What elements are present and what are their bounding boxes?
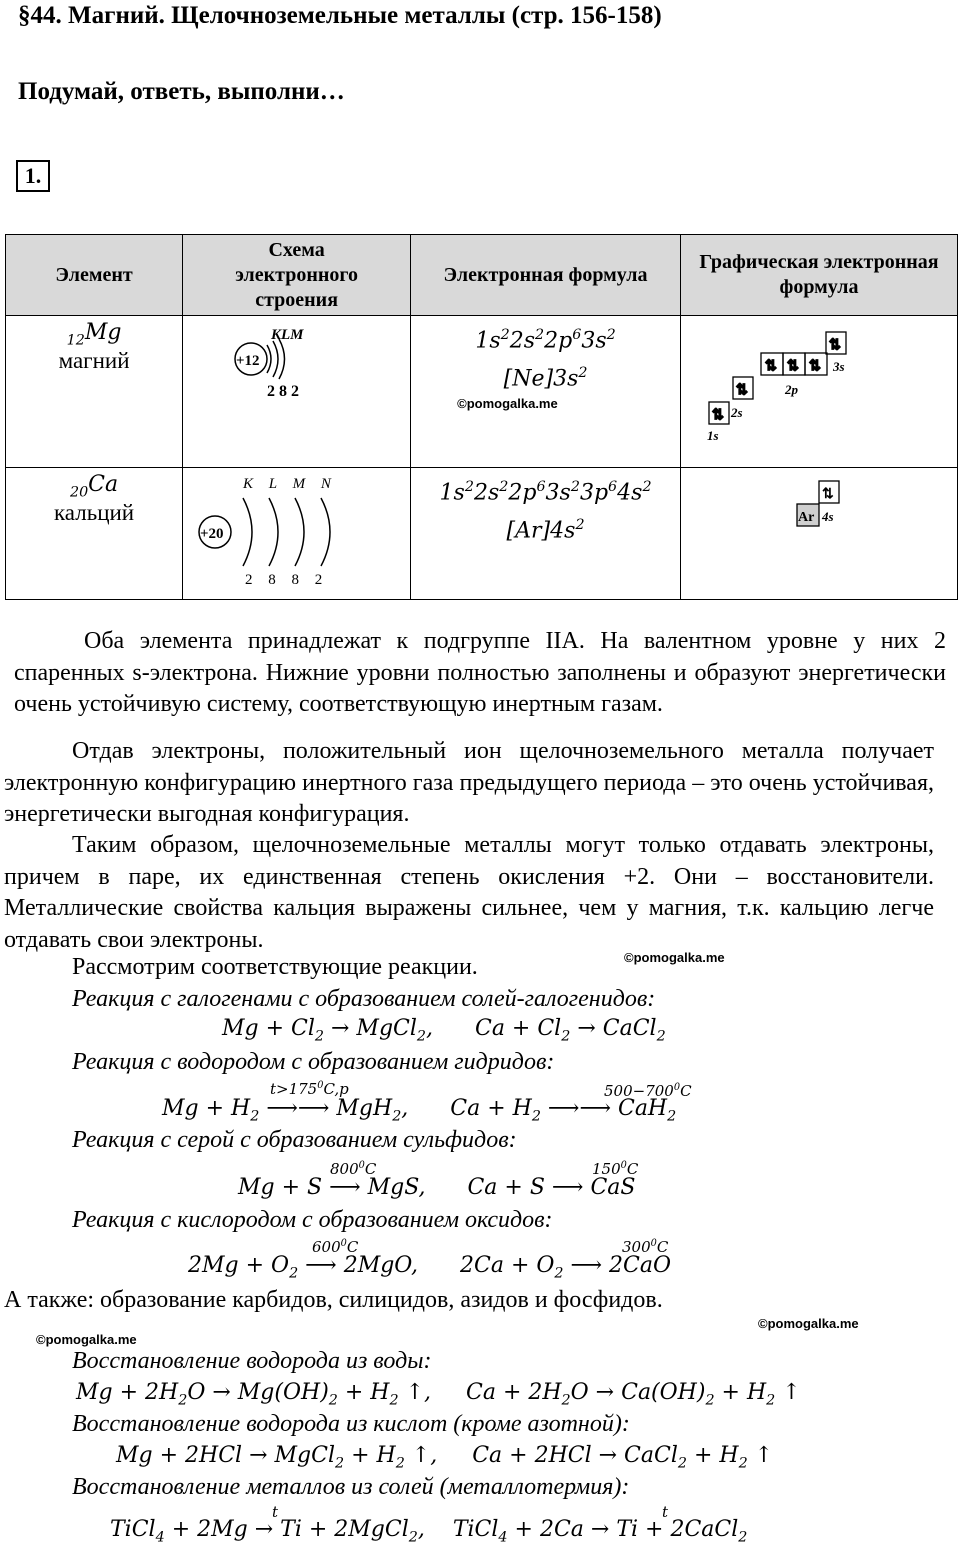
svg-text:⇅: ⇅ [808,359,821,374]
paragraph-2: Отдав электроны, положительный ион щелочноземельного металла получает электронную конфигурацию инертного газа предыдущего периода – это очень устойчивая, энергетически выгодная конфигурация. [4,738,934,827]
eq-water: $Mg + 2H_2O \to Mg(OH)_2 + H_2$ ↑, $Ca + 2H_2O \to Ca(OH)_2 + H_2$ ↑ [76,1380,801,1409]
ca-shell-diagram [183,468,410,593]
mg-shell-diagram [183,316,410,461]
svg-text:⇅: ⇅ [764,359,777,374]
table-row-ca [6,468,958,600]
svg-text:K L M N: K L M N [243,476,331,492]
svg-text:⇅: ⇅ [828,338,841,353]
eq-oxygen: $2Mg + O_2$ ⟶ 2MgO, $2Ca + O_2$ ⟶ 2CaO [188,1253,672,1282]
svg-text:+20: +20 [200,526,224,542]
cell-ca-element: $_{20}$Ca кальций [6,468,183,600]
cond-ca-hydrogen: $500-700^0C$ [604,1082,692,1100]
electron-structure-table [5,234,958,600]
table-row-mg [6,316,958,468]
header-graphic: Графическая электронная формула [680,235,957,316]
svg-text:Ar: Ar [797,510,815,525]
cond-ca-sulfur: $150^0C$ [592,1160,639,1178]
page-title: §44. Магний. Щелочноземельные металлы (стр. 156-158) [18,2,662,29]
cell-ca-graphic [680,468,957,600]
svg-text:2 8 8 2: 2 8 8 2 [245,572,323,588]
section-subtitle: Подумай, ответь, выполни… [18,78,345,105]
eq-hydrogen: $Mg + H_2$ ⟶⟶ MgH$_2$, $Ca + H_2$ ⟶⟶ CaH$_2$ [162,1096,677,1125]
svg-text:4s: 4s [821,509,834,524]
label-oxygen: Реакция с кислородом с образованием оксидов: [72,1207,553,1233]
cell-ca-formula: $1s^22s^22p^63s^23p^64s^2$ $[Ar]4s^2$ [411,468,681,600]
label-sulfur: Реакция с серой с образованием сульфидов: [72,1127,517,1153]
svg-text:2 8 2: 2 8 2 [267,383,300,400]
label-hydrogen: Реакция с водородом с образованием гидридов: [72,1049,555,1075]
cell-mg-scheme [183,316,411,468]
cond-ca-salt: t [662,1503,669,1521]
cond-ca-oxygen: $300^0C$ [622,1238,669,1256]
table-header-row [6,235,958,316]
svg-text:2s: 2s [730,405,743,420]
cond-mg-hydrogen: $t>175^0C,p$ [270,1080,349,1098]
cell-mg-graphic [680,316,957,468]
eq-salt: TiCl$_4$ + 2Mg → Ti + 2MgCl$_2$, TiCl$_4$ + 2Ca → Ti + 2CaCl$_2$ [110,1517,748,1546]
question-number-box: 1. [16,160,50,192]
also-line: А также: образование карбидов, силицидов, азидов и фосфидов. [4,1287,663,1313]
label-water: Восстановление водорода из воды: [72,1348,432,1374]
header-element: Элемент [6,235,183,316]
header-scheme: Схема электронного строения [183,235,411,316]
paragraph-1: Оба элемента принадлежат к подгруппе IIA. На валентном уровне у них 2 спаренных s-электрона. Нижние уровни полностью заполнены и образуют энергетически очень устойчивую систему, соответствующую инертным газам. [14,628,946,717]
watermark: ©pomogalka.me [758,1316,859,1331]
svg-text:+12: +12 [236,353,260,369]
watermark: ©pomogalka.me [36,1332,137,1347]
eq-acid: Mg + 2HCl → MgCl$_2$ + $H_2$ ↑, Ca + 2HCl → CaCl$_2$ + $H_2$ ↑ [116,1443,774,1472]
paragraph-4: Рассмотрим соответствующие реакции. [72,954,478,980]
cond-mg-oxygen: $600^0C$ [312,1238,359,1256]
svg-text:⇅: ⇅ [735,383,748,398]
paragraph-3: Таким образом, щелочноземельные металлы могут только отдавать электроны, причем в паре, их единственная степень окисления +2. Они – восстановители. Металлические свойства кальция выражены сильнее, чем у магния, т.к. кальцию легче отдавать свои электроны. [4,832,934,953]
svg-text:KLM: KLM [271,327,304,343]
watermark: ©pomogalka.me [624,950,725,965]
eq-halogen: $Mg + Cl_2$ → MgCl$_2$, $Ca + Cl_2$ → CaCl$_2$ [222,1016,666,1045]
svg-text:⇅: ⇅ [711,408,724,423]
mg-orbital-diagram [681,316,957,461]
header-formula: Электронная формула [411,235,681,316]
svg-text:⇅: ⇅ [786,359,799,374]
ca-orbital-diagram [681,468,957,593]
cell-mg-element: $_{12}$Mg магний [6,316,183,468]
label-salt: Восстановление металлов из солей (металлотермия): [72,1474,630,1500]
svg-text:3s: 3s [832,359,845,374]
label-halogen: Реакция с галогенами с образованием солей-галогенидов: [72,986,656,1012]
eq-sulfur: Mg + S ⟶ MgS, Ca + S ⟶ CaS [238,1175,636,1200]
cond-mg-sulfur: $800^0C$ [330,1160,377,1178]
svg-text:1s: 1s [706,428,719,443]
cell-ca-scheme [183,468,411,600]
svg-text:⇅: ⇅ [821,487,834,502]
label-acid: Восстановление водорода из кислот (кроме азотной): [72,1411,630,1437]
watermark: ©pomogalka.me [457,395,558,411]
cell-mg-formula: $1s^22s^22p^63s^2$ $[Ne]3s^2$ ©pomogalka.me [411,316,681,468]
cond-mg-salt: t [272,1503,279,1521]
svg-text:2p: 2p [784,382,798,397]
